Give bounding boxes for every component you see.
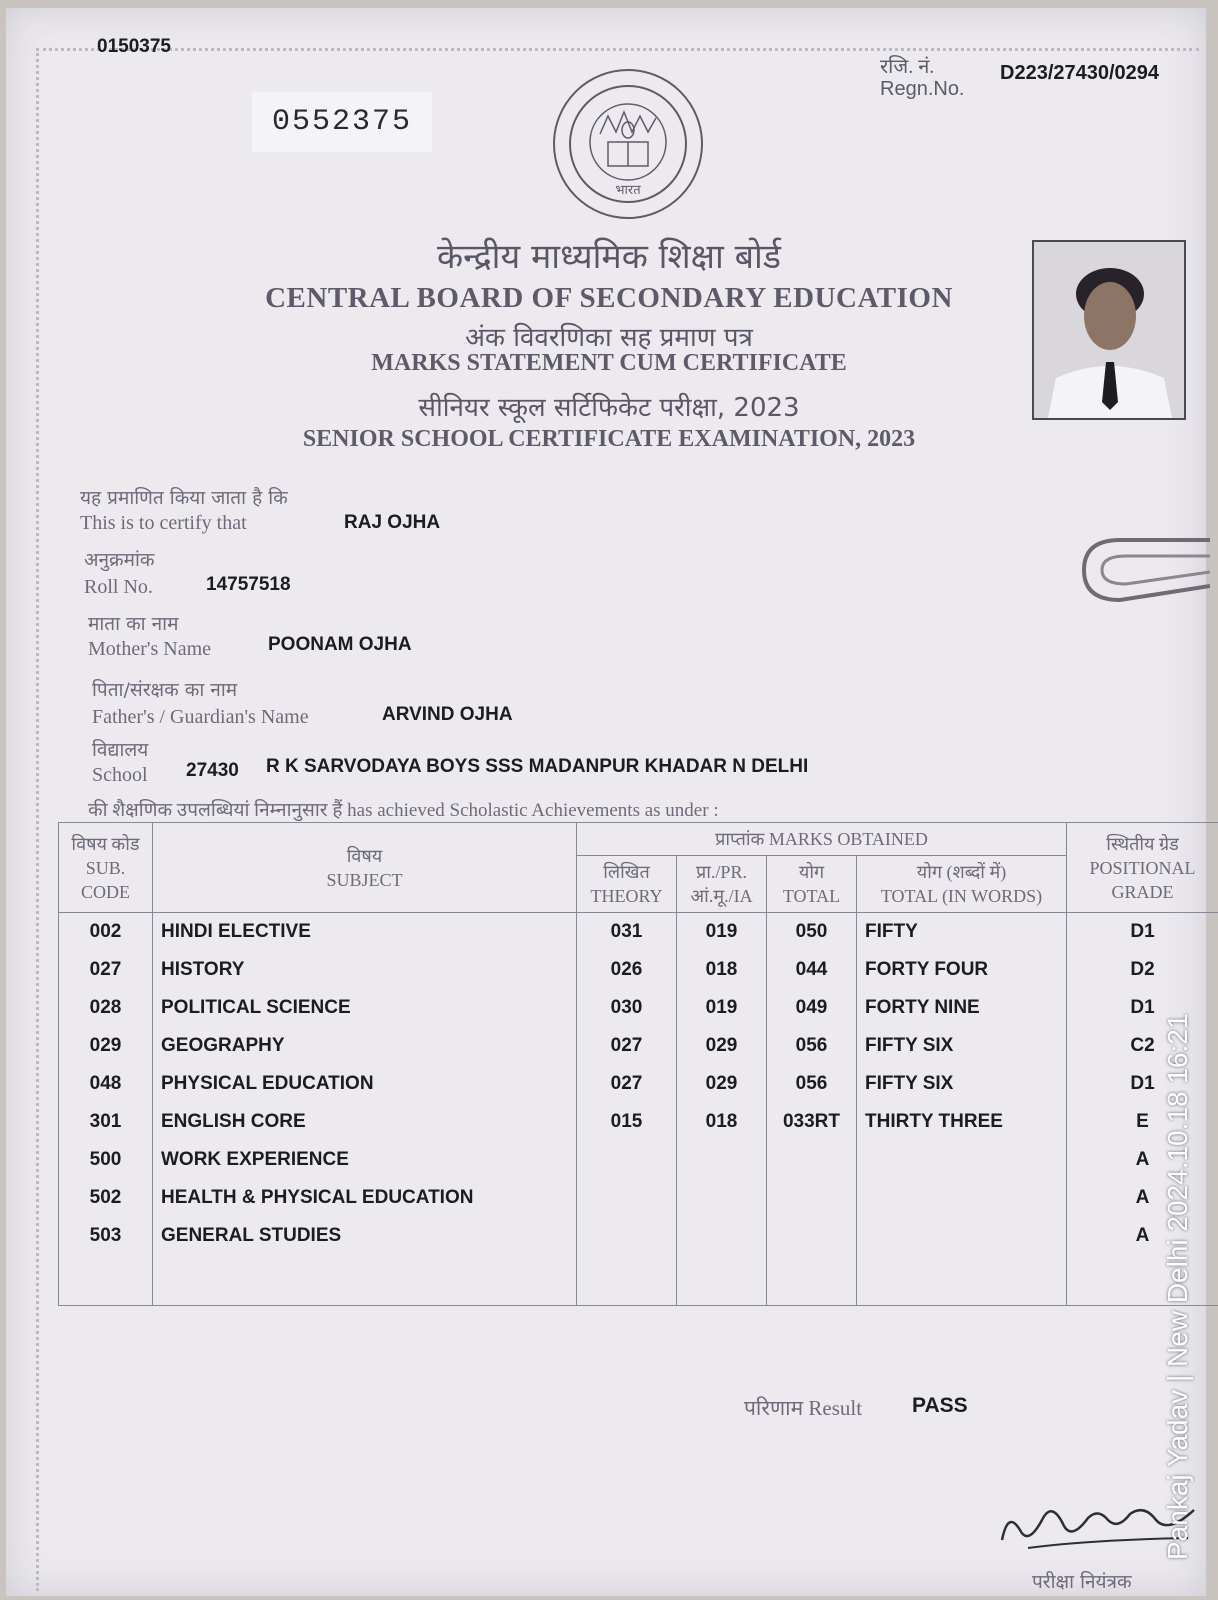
total-marks [767, 1141, 857, 1179]
total-marks: 033RT [767, 1103, 857, 1141]
subject-name: HINDI ELECTIVE [153, 913, 577, 952]
school-label-hindi: विद्यालय [92, 739, 149, 761]
board-title-hindi: केन्द्रीय माध्यमिक शिक्षा बोर्ड [436, 237, 782, 277]
subject-name: PHYSICAL EDUCATION [153, 1065, 577, 1103]
header-code-hindi: विषय कोड [71, 833, 140, 854]
positional-grade: E [1067, 1103, 1218, 1141]
table-row [59, 1065, 1218, 1103]
subject-code: 500 [59, 1141, 153, 1179]
school-label: School [92, 764, 148, 786]
timestamp-stamp: Pankaj Yadav | New Delhi 2024.10.18 16:21 [1162, 1013, 1193, 1560]
theory-marks: 026 [577, 951, 677, 989]
exam-title-hindi: सीनियर स्कूल सर्टिफिकेट परीक्षा, 2023 [418, 393, 800, 423]
subject-code: 002 [59, 913, 153, 952]
table-row [59, 913, 1218, 952]
serial-number-box: 0552375 [252, 92, 432, 152]
total-in-words: FIFTY SIX [857, 1065, 1067, 1103]
header-theory-hindi: लिखित [603, 862, 650, 882]
header-grade-hindi: स्थितीय ग्रेड [1106, 833, 1179, 854]
header-total-en: TOTAL [782, 886, 841, 906]
practical-marks: 029 [677, 1027, 767, 1065]
subject-name: ENGLISH CORE [153, 1103, 577, 1141]
total-in-words: FORTY FOUR [857, 951, 1067, 989]
mother-name: POONAM OJHA [268, 634, 412, 655]
header-total-words [857, 856, 1067, 913]
header-grade [1067, 823, 1218, 913]
header-subject-hindi: विषय [346, 845, 383, 866]
logo-caption: भारत [615, 183, 641, 198]
header-words-hindi: योग (शब्दों में) [916, 862, 1007, 882]
subject-code: 028 [59, 989, 153, 1027]
header-grade-en2: GRADE [1111, 881, 1174, 902]
subject-code: 027 [59, 951, 153, 989]
total-marks: 050 [767, 913, 857, 952]
theory-marks: 027 [577, 1027, 677, 1065]
total-marks: 056 [767, 1065, 857, 1103]
positional-grade: A [1067, 1179, 1218, 1217]
header-total-hindi: योग [798, 862, 825, 882]
roll-label-hindi: अनुक्रमांक [84, 549, 155, 571]
header-pr-1: प्रा./PR. [696, 862, 747, 882]
regn-number: D223/27430/0294 [1000, 62, 1160, 84]
marks-table [58, 822, 1218, 1306]
header-practical [677, 856, 767, 913]
total-marks: 049 [767, 989, 857, 1027]
practical-marks: 029 [677, 1065, 767, 1103]
blank-cell [59, 1255, 153, 1306]
subject-code: 503 [59, 1217, 153, 1255]
header-theory-en: THEORY [590, 886, 663, 906]
practical-marks [677, 1141, 767, 1179]
positional-grade: C2 [1067, 1027, 1218, 1065]
total-marks [767, 1179, 857, 1217]
header-subject [153, 823, 577, 913]
blank-cell [857, 1255, 1067, 1306]
header-grade-en1: POSITIONAL [1089, 857, 1196, 878]
regn-label-hindi: रजि. नं. [880, 56, 935, 78]
subject-name: GEOGRAPHY [153, 1027, 577, 1065]
header-pr-2: आं.मू./IA [690, 886, 753, 906]
certify-label-hindi: यह प्रमाणित किया जाता है कि [80, 487, 288, 509]
practical-marks [677, 1217, 767, 1255]
result-label: परिणाम Result [744, 1396, 863, 1420]
practical-marks: 019 [677, 913, 767, 952]
header-marks-obtained: प्राप्तांक MARKS OBTAINED [577, 823, 1067, 856]
positional-grade: A [1067, 1141, 1218, 1179]
subject-name: WORK EXPERIENCE [153, 1141, 577, 1179]
total-in-words: FIFTY [857, 913, 1067, 952]
header-code-en2: CODE [81, 881, 130, 902]
table-row [59, 1141, 1218, 1179]
father-label-hindi: पिता/संरक्षक का नाम [92, 679, 238, 701]
table-blank-row [59, 1255, 1218, 1306]
total-marks [767, 1217, 857, 1255]
blank-cell [1067, 1255, 1218, 1306]
board-title: CENTRAL BOARD OF SECONDARY EDUCATION [265, 282, 953, 314]
total-in-words [857, 1217, 1067, 1255]
total-in-words: THIRTY THREE [857, 1103, 1067, 1141]
total-in-words [857, 1179, 1067, 1217]
serial-number-top: 0150375 [97, 36, 171, 57]
header-theory [577, 856, 677, 913]
blank-cell [577, 1255, 677, 1306]
subject-code: 048 [59, 1065, 153, 1103]
header-code-en1: SUB. [85, 857, 126, 878]
subject-name: GENERAL STUDIES [153, 1217, 577, 1255]
total-marks: 056 [767, 1027, 857, 1065]
regn-label: Regn.No. [880, 78, 965, 100]
roll-number: 14757518 [206, 574, 291, 595]
positional-grade: D2 [1067, 951, 1218, 989]
total-in-words: FORTY NINE [857, 989, 1067, 1027]
paper-clip-icon [1080, 526, 1210, 616]
blank-cell [677, 1255, 767, 1306]
achievements-label: की शैक्षणिक उपलब्धियां निम्नानुसार हैं has achieved Scholastic Achievements as under : [88, 800, 719, 821]
exam-title: SENIOR SCHOOL CERTIFICATE EXAMINATION, 2023 [302, 426, 916, 452]
practical-marks [677, 1179, 767, 1217]
theory-marks: 027 [577, 1065, 677, 1103]
document-title: MARKS STATEMENT CUM CERTIFICATE [371, 350, 847, 376]
cbse-logo-icon [548, 64, 708, 224]
school-code: 27430 [186, 760, 239, 781]
table-row [59, 1179, 1218, 1217]
theory-marks: 015 [577, 1103, 677, 1141]
theory-marks: 031 [577, 913, 677, 952]
header-subject-code [59, 823, 153, 913]
subject-code: 502 [59, 1179, 153, 1217]
header-total [767, 856, 857, 913]
subject-name: HISTORY [153, 951, 577, 989]
total-marks: 044 [767, 951, 857, 989]
positional-grade: D1 [1067, 1065, 1218, 1103]
positional-grade: A [1067, 1217, 1218, 1255]
subject-code: 029 [59, 1027, 153, 1065]
subject-code: 301 [59, 1103, 153, 1141]
school-name: R K SARVODAYA BOYS SSS MADANPUR KHADAR N DELHI [266, 756, 809, 777]
positional-grade: D1 [1067, 913, 1218, 952]
document-title-hindi: अंक विवरणिका सह प्रमाण पत्र [465, 323, 753, 353]
table-row [59, 951, 1218, 989]
theory-marks: 030 [577, 989, 677, 1027]
candidate-name: RAJ OJHA [344, 512, 441, 533]
mother-label-hindi: माता का नाम [88, 613, 179, 635]
blank-cell [767, 1255, 857, 1306]
header-subject-en: SUBJECT [326, 869, 403, 890]
controller-label: परीक्षा नियंत्रक [1032, 1571, 1132, 1593]
theory-marks [577, 1141, 677, 1179]
practical-marks: 018 [677, 951, 767, 989]
header-words-en: TOTAL (IN WORDS) [880, 886, 1043, 906]
subject-name: POLITICAL SCIENCE [153, 989, 577, 1027]
table-row [59, 1103, 1218, 1141]
positional-grade: D1 [1067, 989, 1218, 1027]
result-value: PASS [912, 1394, 968, 1417]
table-row [59, 1217, 1218, 1255]
subject-name: HEALTH & PHYSICAL EDUCATION [153, 1179, 577, 1217]
theory-marks [577, 1179, 677, 1217]
practical-marks: 018 [677, 1103, 767, 1141]
table-row [59, 989, 1218, 1027]
total-in-words: FIFTY SIX [857, 1027, 1067, 1065]
father-name: ARVIND OJHA [382, 704, 513, 725]
theory-marks [577, 1217, 677, 1255]
roll-label: Roll No. [84, 576, 153, 598]
father-label: Father's / Guardian's Name [92, 706, 309, 728]
total-in-words [857, 1141, 1067, 1179]
table-row [59, 1027, 1218, 1065]
certify-label: This is to certify that [80, 512, 247, 534]
blank-cell [153, 1255, 577, 1306]
practical-marks: 019 [677, 989, 767, 1027]
mother-label: Mother's Name [88, 638, 212, 660]
